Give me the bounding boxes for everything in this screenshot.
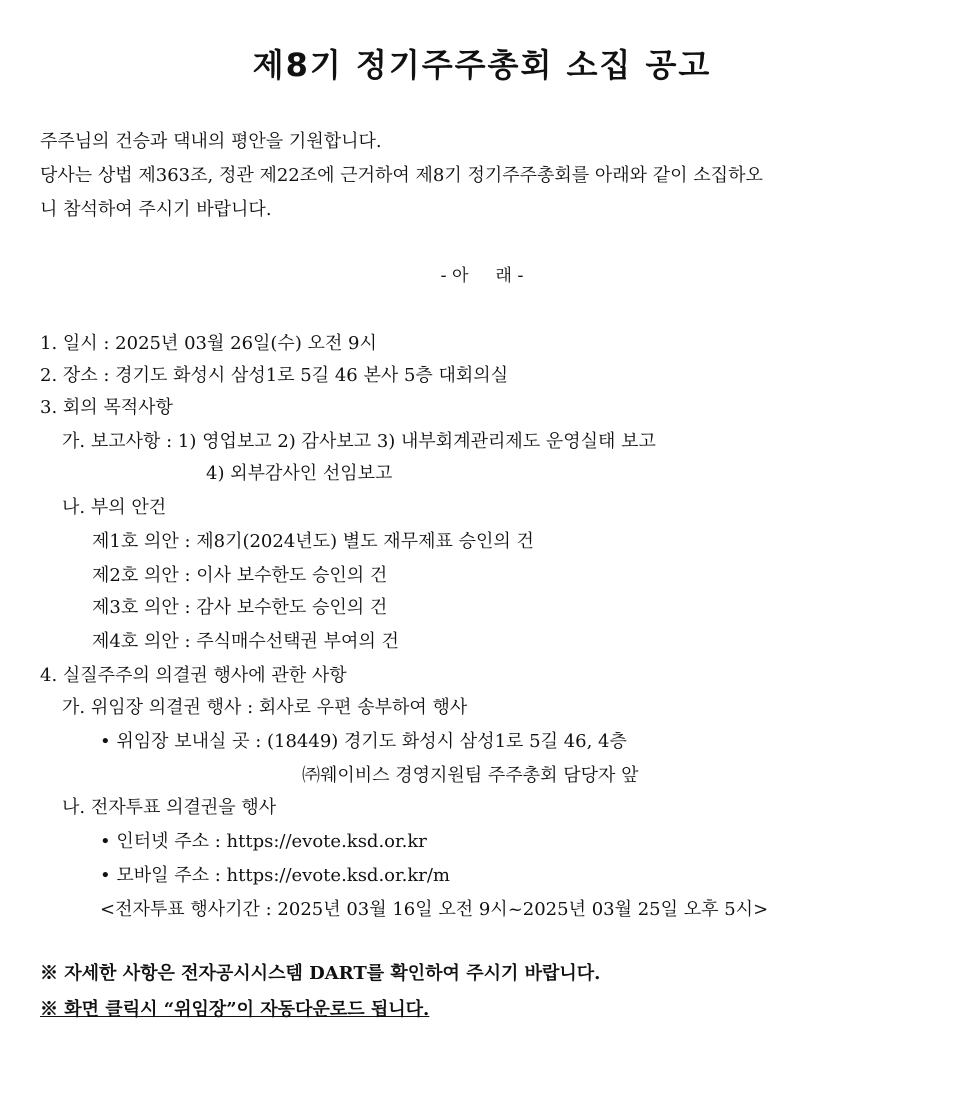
download-notice-link[interactable]: ※ 화면 클릭시 “위임장”이 자동다운로드 됩니다. — [40, 999, 430, 1020]
vote-heading: 4. 실질주주의 의결권 행사에 관한 사항 — [40, 665, 347, 686]
intro-body-line1: 당사는 상법 제363조, 정관 제22조에 근거하여 제8기 정기주주총회를 아래와 같이 소집하오 — [40, 165, 763, 186]
proxy-address-line2: ㈜웨이비스 경영지원팀 주주총회 담당자 앞 — [302, 765, 639, 786]
agenda-item: 제4호 의안 : 주식매수선택권 부여의 건 — [92, 631, 399, 652]
agenda-item: 제1호 의안 : 제8기(2024년도) 별도 재무제표 승인의 건 — [92, 531, 534, 552]
item-date: 1. 일시 : 2025년 03월 26일(수) 오전 9시 — [40, 333, 377, 354]
item-place: 2. 장소 : 경기도 화성시 삼성1로 5길 46 본사 5층 대회의실 — [40, 365, 509, 386]
agenda-item: 제3호 의안 : 감사 보수한도 승인의 건 — [92, 597, 388, 618]
page-title: 제8기 정기주주총회 소집 공고 — [252, 46, 712, 84]
intro-greeting: 주주님의 건승과 댁내의 평안을 기원합니다. — [40, 131, 382, 152]
evote-internet-address: • 인터넷 주소 : https://evote.ksd.or.kr — [100, 831, 427, 852]
agenda-item: 제2호 의안 : 이사 보수한도 승인의 건 — [92, 565, 388, 586]
proxy-address-line1: • 위임장 보내실 곳 : (18449) 경기도 화성시 삼성1로 5길 46, 4층 — [100, 731, 627, 752]
evote-heading: 나. 전자투표 의결권을 행사 — [62, 797, 277, 818]
intro-body-line2: 니 참석하여 주시기 바랍니다. — [40, 199, 272, 220]
evote-period: <전자투표 행사기간 : 2025년 03월 16일 오전 9시~2025년 03월 25일 오후 5시> — [100, 899, 769, 920]
report-line1: 가. 보고사항 : 1) 영업보고 2) 감사보고 3) 내부회계관리제도 운영실태 보고 — [62, 431, 656, 452]
report-line2: 4) 외부감사인 선임보고 — [206, 463, 393, 484]
agenda-heading: 나. 부의 안건 — [62, 497, 167, 518]
item-purpose-heading: 3. 회의 목적사항 — [40, 397, 173, 418]
evote-mobile-address: • 모바일 주소 : https://evote.ksd.or.kr/m — [100, 865, 451, 886]
proxy-heading: 가. 위임장 의결권 행사 : 회사로 우편 송부하여 행사 — [62, 697, 468, 718]
dart-notice: ※ 자세한 사항은 전자공시시스템 DART를 확인하여 주시기 바랍니다. — [40, 963, 601, 984]
separator-heading: - 아 래 - — [440, 266, 524, 286]
